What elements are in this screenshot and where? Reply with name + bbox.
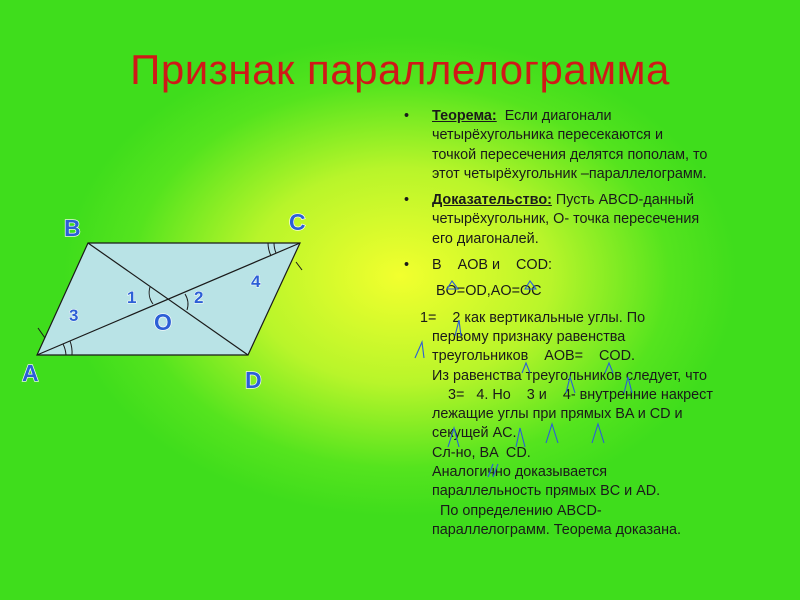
theorem-line-2: точкой пересечения делятся пополам, то [432,146,708,163]
vertex-label-a: A [22,360,39,386]
text-column [404,107,784,540]
angle-label-3: 3 [69,306,79,325]
theorem-line-0: Если диагонали [496,108,612,124]
argument-line-8: секущей AC. [432,425,517,442]
argument-line-7: лежащие углы при прямых BA и CD и [432,406,683,423]
angle-label-4: 4 [251,272,261,291]
theorem-line-3: этот четырёхугольник –параллелограмм. [432,165,707,182]
argument-block [404,256,784,309]
bullet-dot: • [404,257,410,274]
angle-label-1: 1 [127,288,137,307]
proof-line-0: Пусть ABCD-данный [551,192,695,209]
proof-block [404,191,784,249]
argument-line-5: Из равенства треугольников следует, что [432,367,708,384]
vertex-label-b: B [64,215,81,241]
proof-line-1: четырёхугольник, О- точка пересечения [432,211,700,228]
vertex-label-d: D [245,367,262,393]
proof-line-2: его диагоналей. [432,230,539,247]
slide-title: Признак параллелограмма [130,46,670,93]
argument-line-13: параллелограмм. Теорема доказана. [432,521,682,538]
vertex-label-o: O [154,309,172,335]
tick-mark [296,262,302,270]
argument-line-3: первому признаку равенства [432,328,626,345]
tick-mark [38,328,45,338]
bullet-dot: • [404,192,410,209]
parallelogram-figure [0,0,400,400]
argument-line-2: 1= 2 как вертикальные углы. По [404,309,646,326]
argument-line-6: 3= 4. Но 3 и 4- внутренние накрест [432,386,713,403]
theorem-block [404,107,784,184]
theorem-label: Теорема: [432,108,497,124]
argument-line-4: треугольников AOB= COD. [432,348,635,365]
theorem-line-1: четырёхугольника пересекаются и [432,127,664,144]
angle-label-2: 2 [194,288,204,307]
bullet-dot: • [404,108,410,124]
argument-line-12: По определению ABCD- [432,502,602,519]
argument-line-1: BO=OD,AO=OC [432,283,542,300]
proof-label: Доказательство: [432,192,552,209]
argument-line-11: параллельность прямых BC и AD. [432,483,661,500]
vertex-label-c: C [289,209,306,235]
argument-line-0: В AOB и COD: [432,257,552,274]
argument-line-10: Аналогично доказывается [432,464,608,481]
argument-line-9: Сл-но, BA CD. [432,444,531,461]
